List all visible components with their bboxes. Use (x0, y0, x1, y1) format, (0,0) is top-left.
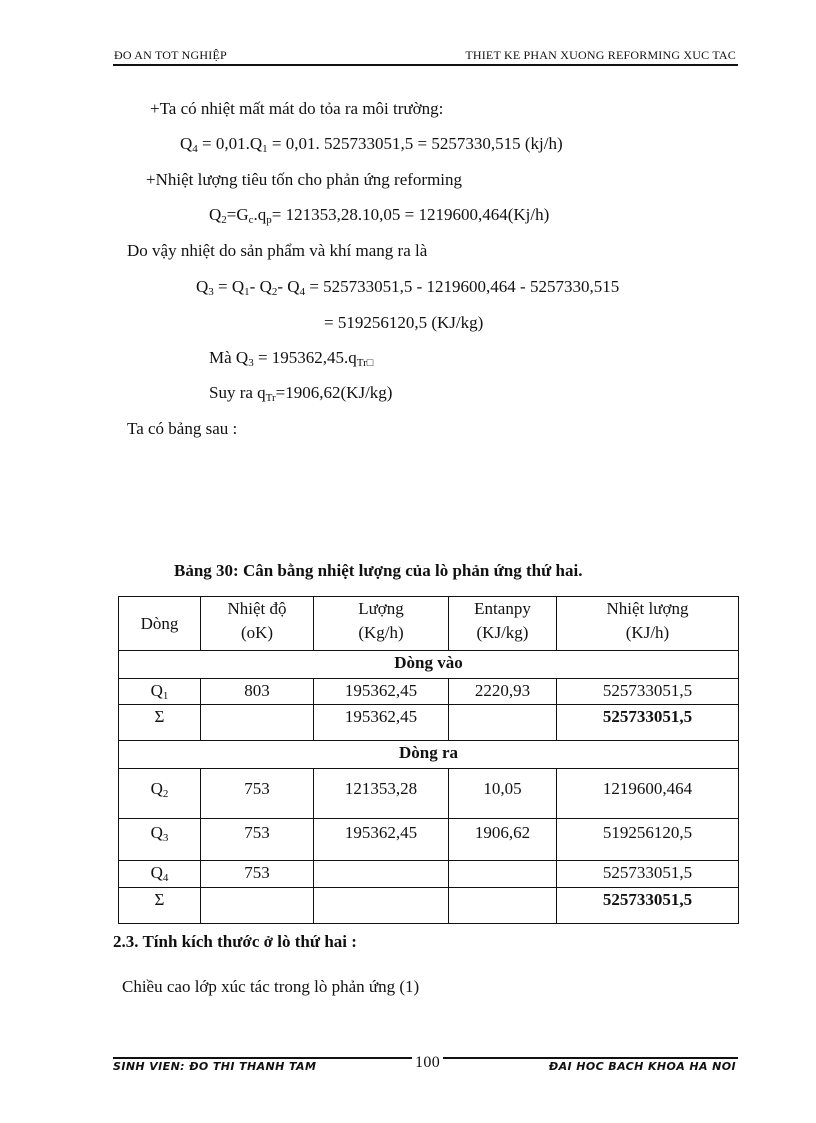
table-row (119, 679, 739, 705)
row-heat: 519256120,5 (557, 819, 739, 861)
footer-student: SINH VIEN: ĐO THI THANH TAM (113, 1060, 317, 1073)
row-enthalpy: 1906,62 (449, 819, 557, 861)
row-flow: 195362,45 (314, 819, 449, 861)
text-heat-loss-intro: +Ta có nhiệt mất mát do tỏa ra môi trường: (150, 99, 444, 118)
text-product-heat: Do vậy nhiệt do sản phẩm và khí mang ra là (127, 241, 428, 260)
row-name: $Q_2$ (119, 769, 201, 819)
equation-q4: $Q_4 = 0,01.Q_1 = 0,01$. 525733051,5 = 5257330,515 (kj/h) (180, 134, 563, 155)
equation-q3-qtr: Mà $Q_3 = 195362,45.q_{Tr□}$ (209, 348, 374, 369)
table-caption: Bảng 30: Cân bằng nhiệt lượng của lò phản ứng thứ hai. (174, 561, 583, 580)
sum-symbol: Σ (119, 705, 201, 741)
equation-q3: $Q_3 = Q_1-$ $Q_2-$ $Q_4 = 525733051,5 - 1219600,464 - 5257330,515$ (196, 277, 620, 298)
header-enthalpy: Entanpy (KJ/kg) (449, 597, 557, 651)
header-right: THIET KE PHAN XUONG REFORMING XUC TAC (465, 48, 736, 62)
text-table-intro: Ta có bảng sau : (127, 419, 238, 438)
section-row-out (119, 741, 739, 769)
row-temp: 803 (201, 679, 314, 705)
equation-q2: $Q_2=G_c.q_p= 121353,28.10,05 = 1219600,464(Kj/h)$ (209, 205, 550, 226)
row-temp: 753 (201, 861, 314, 888)
row-flow: 121353,28 (314, 769, 449, 819)
heat-balance-table (118, 596, 739, 924)
sum-heat: 525733051,5 (557, 705, 739, 741)
sum-symbol: Σ (119, 888, 201, 924)
equation-qtr-result: Suy ra $q_{Tr}=1906,62(KJ/kg)$ (209, 383, 393, 404)
table-row (119, 819, 739, 861)
section-out-label: Dòng ra (119, 741, 739, 769)
sum-row-out (119, 888, 739, 924)
header-left: ĐO AN TOT NGHIỆP (114, 48, 227, 62)
page-number: 100 (412, 1054, 443, 1072)
row-flow: 195362,45 (314, 679, 449, 705)
section-text: Chiều cao lớp xúc tác trong lò phản ứng (1) (122, 977, 420, 996)
header-heat: Nhiệt lượng (KJ/h) (557, 597, 739, 651)
row-heat: 525733051,5 (557, 861, 739, 888)
table-header-row (119, 597, 739, 651)
row-temp: 753 (201, 769, 314, 819)
header-dong: Dòng (119, 597, 201, 651)
equation-q3-result: = 519256120,5 (KJ/kg) (324, 313, 484, 332)
row-heat: 1219600,464 (557, 769, 739, 819)
row-temp: 753 (201, 819, 314, 861)
row-flow (314, 861, 449, 888)
section-in-label: Dòng vào (119, 651, 739, 679)
section-title: 2.3. Tính kích thước ở lò thứ hai : (113, 932, 357, 951)
row-name: $Q_1$ (119, 679, 201, 705)
header-rule (113, 64, 738, 66)
header-flow: Lượng (Kg/h) (314, 597, 449, 651)
text-heat-consumed: +Nhiệt lượng tiêu tốn cho phản ứng reforming (146, 170, 463, 189)
section-row-in (119, 651, 739, 679)
row-enthalpy: 10,05 (449, 769, 557, 819)
sum-heat: 525733051,5 (557, 888, 739, 924)
table-row (119, 769, 739, 819)
row-name: $Q_4$ (119, 861, 201, 888)
sum-flow: 195362,45 (314, 705, 449, 741)
header-temperature: Nhiệt độ (oK) (201, 597, 314, 651)
footer-university: ĐAI HOC BACH KHOA HA NOI (548, 1060, 736, 1073)
row-enthalpy: 2220,93 (449, 679, 557, 705)
table-row (119, 861, 739, 888)
row-enthalpy (449, 861, 557, 888)
row-heat: 525733051,5 (557, 679, 739, 705)
row-name: $Q_3$ (119, 819, 201, 861)
sum-row-in (119, 705, 739, 741)
